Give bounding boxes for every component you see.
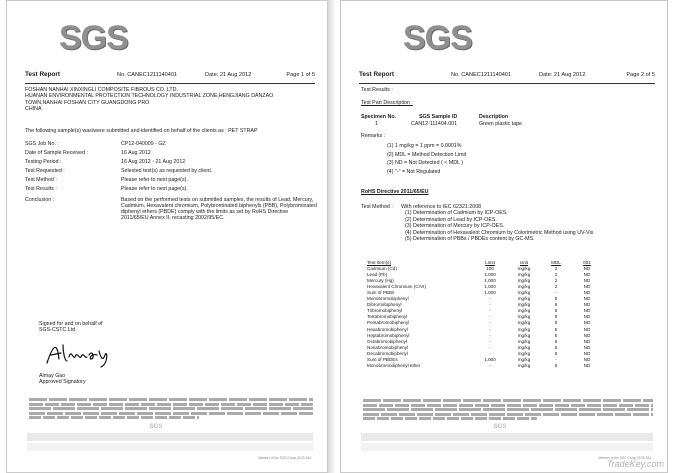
test-item-cell: Mercury (Hg) bbox=[367, 278, 394, 284]
unit-cell: mg/kg bbox=[517, 278, 531, 284]
mdl-cell: 5 bbox=[554, 344, 558, 350]
result-cell: ND bbox=[583, 278, 591, 284]
test-item-cell: Cadmium (Cd) bbox=[367, 266, 397, 272]
limit-cell: 1,000 bbox=[484, 278, 496, 284]
method-list bbox=[401, 204, 593, 242]
method-item: (4) Determination of Hexavalent Chromium by Colorimetric Method using UV-Vis bbox=[405, 229, 594, 236]
field-label: Testing Period : bbox=[25, 159, 62, 165]
page-number: Page 2 of 5 bbox=[626, 72, 655, 78]
field-label: Test Method : bbox=[25, 177, 57, 183]
mdl-cell: 5 bbox=[554, 314, 558, 320]
limit-cell: 1,000 bbox=[484, 356, 496, 362]
unit-cell: mg/kg bbox=[517, 308, 531, 314]
field-label: Date of Sample Received : bbox=[25, 150, 89, 156]
remark-item: (1) 1 mg/kg = 1 ppm = 0.0001% bbox=[387, 143, 462, 149]
part-description-label: Test Part Description : bbox=[361, 100, 413, 106]
method-label: Test Method : bbox=[361, 204, 393, 210]
test-item-cell: Nonabromobiphenyl bbox=[367, 344, 409, 350]
specimen-no-header: Specimen No. bbox=[361, 114, 397, 120]
mdl-cell: 5 bbox=[554, 332, 558, 338]
conclusion-label: Conclusion : bbox=[25, 197, 55, 203]
test-item-cell: Tetrabromobiphenyl bbox=[367, 314, 408, 320]
remarks-label: Remarks : bbox=[361, 133, 386, 139]
limit-cell: - bbox=[489, 314, 491, 320]
address-line: HUANAN ENVIRONMENTAL PROTECTION TECHNOLOGY INDUSTRIAL ZONE,HENGJIANG DANZAO bbox=[25, 93, 274, 100]
test-item-cell: Tribromobiphenyl bbox=[367, 308, 403, 314]
unit-cell: mg/kg bbox=[517, 362, 531, 368]
mdl-cell: 5 bbox=[554, 362, 558, 368]
limit-cell: Limit bbox=[485, 260, 495, 265]
unit-cell: Unit bbox=[519, 260, 529, 265]
field-value: 16 Aug 2012 - 21 Aug 2012 bbox=[121, 159, 186, 165]
fine-line bbox=[29, 416, 199, 419]
specimen-no: 1 bbox=[375, 121, 378, 127]
sgs-seal-icon: SGS bbox=[149, 424, 163, 430]
field-value: Selected test(s) as requested by client. bbox=[121, 168, 213, 174]
mdl-cell: 5 bbox=[554, 308, 558, 314]
field-value: 16 Aug 2012 bbox=[121, 150, 151, 156]
limit-cell: - bbox=[489, 338, 491, 344]
address-footer-bar-cn bbox=[27, 443, 313, 451]
mdl-cell: 5 bbox=[554, 302, 558, 308]
remark-item: (3) ND = Not Detected ( < MDL ) bbox=[387, 160, 464, 167]
result-cell: ND bbox=[583, 320, 591, 326]
address-line: TOWN,NANHAI FOSHAN CITY GUANGDONG PRO bbox=[25, 99, 150, 106]
test-item-cell: Octabromobiphenyl bbox=[367, 338, 407, 344]
report-page-2 bbox=[340, 0, 668, 473]
unit-cell: mg/kg bbox=[517, 350, 531, 356]
fine-line bbox=[363, 404, 653, 407]
fine-line bbox=[29, 398, 313, 401]
sample-id: CAN12-111404.001 bbox=[411, 121, 458, 127]
result-cell: ND bbox=[583, 344, 591, 350]
mdl-cell: - bbox=[555, 356, 557, 362]
limit-cell: 100 bbox=[486, 266, 494, 272]
address-line: CHINA bbox=[25, 106, 42, 113]
limit-cell: 1,000 bbox=[484, 290, 496, 296]
result-cell: ND bbox=[583, 338, 591, 344]
unit-cell: mg/kg bbox=[517, 338, 531, 344]
limit-cell: - bbox=[489, 308, 491, 314]
report-number: No. CANEC1211140401 bbox=[117, 72, 178, 78]
limit-cell: - bbox=[489, 296, 491, 302]
sample-intro: The following sample(s) was/were submitted and identified on behalf of the clients as : PET STRAP bbox=[25, 128, 258, 134]
unit-cell: mg/kg bbox=[517, 344, 531, 350]
result-cell: ND bbox=[583, 332, 591, 338]
field-label: Test Requested : bbox=[25, 168, 65, 174]
method-item: (5) Determination of PBBs / PBDEs content by GC-MS. bbox=[405, 236, 535, 243]
page-header bbox=[25, 71, 315, 83]
report-number: No. CANEC1211140401 bbox=[451, 72, 512, 78]
fine-line bbox=[363, 413, 653, 416]
limit-cell: - bbox=[489, 350, 491, 356]
unit-cell: mg/kg bbox=[517, 290, 531, 296]
result-cell: ND bbox=[583, 266, 591, 272]
description-header: Description bbox=[479, 114, 509, 120]
result-cell: ND bbox=[583, 362, 591, 368]
signed-company: SGS-CSTC Ltd. bbox=[39, 327, 77, 334]
method-item: (3) Determination of Mercury by ICP-OES. bbox=[405, 223, 505, 230]
limit-cell: - bbox=[489, 344, 491, 350]
unit-cell: mg/kg bbox=[517, 296, 531, 302]
unit-cell: mg/kg bbox=[517, 302, 531, 308]
remark-item: (2) MDL = Method Detection Limit bbox=[387, 151, 467, 158]
fine-line bbox=[29, 403, 313, 406]
member-note: Member of the SGS Group (SGS SA) bbox=[258, 456, 311, 460]
test-item-cell: Decabromobiphenyl bbox=[367, 350, 408, 356]
field-value: Please refer to next page(s). bbox=[121, 177, 188, 183]
limit-cell: 1,000 bbox=[484, 272, 496, 278]
report-date: Date: 21 Aug 2012 bbox=[539, 72, 586, 78]
mdl-cell: 2 bbox=[554, 284, 558, 290]
fine-line bbox=[29, 407, 313, 410]
test-item-cell: Hexabromobiphenyl bbox=[367, 326, 408, 332]
report-title: Test Report bbox=[359, 71, 395, 78]
field-label: Test Results : bbox=[25, 186, 57, 192]
mdl-cell: - bbox=[555, 290, 557, 296]
result-cell: ND bbox=[583, 350, 591, 356]
description: Green plastic tape bbox=[479, 121, 522, 127]
test-item-cell: Heptabromobiphenyl bbox=[367, 332, 410, 338]
method-item: With reference to IEC 62321:2008 bbox=[401, 204, 482, 210]
result-cell: ND bbox=[583, 284, 591, 290]
sgs-logo: SGS bbox=[403, 19, 472, 57]
signatory-name: Almay Gao bbox=[39, 373, 66, 379]
result-cell: ND bbox=[583, 296, 591, 302]
address-footer-bar bbox=[27, 433, 313, 441]
address-footer-bar-cn bbox=[361, 443, 653, 451]
signature-image bbox=[45, 337, 117, 369]
remarks-list bbox=[387, 142, 466, 176]
client-address bbox=[25, 87, 273, 113]
field-value: CP12-040009 - GZ bbox=[121, 141, 166, 147]
result-cell: ND bbox=[583, 308, 591, 314]
report-date: Date: 21 Aug 2012 bbox=[205, 72, 252, 78]
sgs-logo: SGS bbox=[59, 19, 128, 57]
limit-cell: - bbox=[489, 362, 491, 368]
header-rule bbox=[359, 83, 655, 84]
rohs-directive-heading: RoHS Directive 2011/65/EU bbox=[361, 189, 429, 195]
signatory-title: Approved Signatory bbox=[39, 379, 86, 386]
report-title: Test Report bbox=[25, 71, 61, 78]
sgs-seal-icon: SGS bbox=[493, 424, 507, 430]
mdl-cell: 2 bbox=[554, 272, 558, 278]
conclusion-text: Based on the performed tests on submitted samples, the results of Lead, Mercury, Cadmium, Hexavalent chromium, Polybrominated biphenyls (PBB), Polybrominated diphenyl ethers (PBDE) comply with the limits as set by RoHS Directive 2011/65/EU Annex II, recasting 2002/95/EC. bbox=[121, 197, 317, 221]
result-cell: ND bbox=[583, 356, 591, 362]
page-number: Page 1 of 5 bbox=[286, 72, 315, 78]
fine-line bbox=[363, 417, 537, 420]
mdl-cell: 5 bbox=[554, 350, 558, 356]
test-item-cell: Pentabromobiphenyl bbox=[367, 320, 410, 326]
signatory bbox=[39, 373, 86, 386]
result-cell: ND bbox=[583, 290, 591, 296]
mdl-cell: MDL bbox=[551, 260, 561, 265]
member-note: Member of the SGS Group (SGS SA) bbox=[598, 456, 651, 460]
limit-cell: 1,000 bbox=[484, 284, 496, 290]
unit-cell: mg/kg bbox=[517, 314, 531, 320]
field-value: Please refer to next page(s). bbox=[121, 186, 188, 192]
unit-cell: mg/kg bbox=[517, 284, 531, 290]
unit-cell: mg/kg bbox=[517, 272, 531, 278]
signed-on-behalf bbox=[39, 321, 103, 334]
address-line: FOSHAN NANHAI XINXINGLI COMPOSITE FIBROUS CO.,LTD. bbox=[25, 87, 178, 93]
unit-cell: mg/kg bbox=[517, 326, 531, 332]
result-cell: ND bbox=[583, 272, 591, 278]
method-item: (1) Determination of Cadmium by ICP-OES. bbox=[405, 210, 508, 217]
table-row bbox=[367, 363, 603, 369]
unit-cell: mg/kg bbox=[517, 266, 531, 272]
unit-cell: mg/kg bbox=[517, 320, 531, 326]
page-gap bbox=[328, 0, 336, 473]
mdl-cell: 5 bbox=[554, 338, 558, 344]
remark-item: (4) "-" = Not Regulated bbox=[387, 168, 441, 175]
limit-cell: - bbox=[489, 320, 491, 326]
mdl-cell: 2 bbox=[554, 278, 558, 284]
header-rule bbox=[25, 83, 315, 84]
page-header bbox=[359, 71, 655, 83]
test-item-cell: Lead (Pb) bbox=[367, 272, 388, 278]
result-cell: ND bbox=[583, 314, 591, 320]
watermark: TradeKey.com bbox=[606, 459, 664, 469]
method-item: (2) Determination of Lead by ICP-OES. bbox=[405, 216, 497, 223]
fine-line bbox=[363, 408, 653, 411]
field-label: SGS Job No. : bbox=[25, 141, 59, 147]
test-item-cell: Sum of PBDEs bbox=[367, 356, 398, 362]
limit-cell: - bbox=[489, 302, 491, 308]
mdl-cell: 5 bbox=[554, 326, 558, 332]
result-cell: ND bbox=[583, 326, 591, 332]
result-cell: ND bbox=[583, 302, 591, 308]
test-item-cell: Test Item(s) bbox=[367, 260, 391, 265]
sample-id-header: SGS Sample ID bbox=[419, 114, 458, 120]
unit-cell: mg/kg bbox=[517, 356, 531, 362]
test-results-label: Test Results : bbox=[361, 87, 393, 93]
limit-cell: - bbox=[489, 326, 491, 332]
test-item-cell: Dibromobiphenyl bbox=[367, 302, 402, 308]
fine-line bbox=[29, 412, 313, 415]
test-item-cell: Sum of PBBs bbox=[367, 290, 395, 296]
signed-line: Signed for and on behalf of bbox=[39, 321, 103, 327]
mdl-cell: 5 bbox=[554, 296, 558, 302]
terms-fine-print bbox=[363, 399, 653, 420]
test-item-cell: Monobromobiphenyl bbox=[367, 296, 409, 302]
limit-cell: - bbox=[489, 332, 491, 338]
results-table bbox=[367, 260, 603, 369]
terms-fine-print bbox=[29, 398, 313, 419]
test-item-cell: Hexavalent Chromium (CrVI) bbox=[367, 284, 426, 290]
report-page-1 bbox=[6, 0, 328, 473]
address-footer-bar bbox=[361, 433, 653, 441]
unit-cell: mg/kg bbox=[517, 332, 531, 338]
test-item-cell: Monobromodiphenyl ether bbox=[367, 362, 421, 368]
result-cell: 001 bbox=[583, 260, 591, 265]
mdl-cell: 2 bbox=[554, 266, 558, 272]
fine-line bbox=[363, 399, 653, 402]
mdl-cell: 5 bbox=[554, 320, 558, 326]
